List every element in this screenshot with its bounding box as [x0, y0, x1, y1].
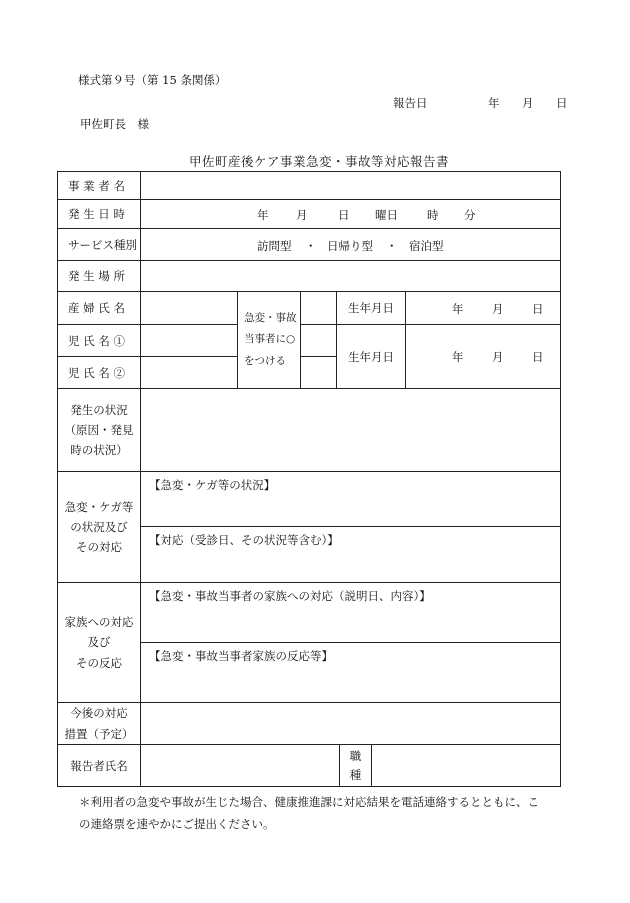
emergency-status-input[interactable]: 【急変・ケガ等の状況】 — [140, 471, 561, 527]
child2-name-label: 児 氏 名 ② — [57, 356, 141, 389]
family-response-input[interactable]: 【急変・事故当事者の家族への対応（説明日、内容）】 — [140, 582, 561, 643]
situation-input[interactable] — [140, 388, 561, 472]
reporter-name-label: 報告者氏名 — [57, 744, 141, 787]
job-type-input[interactable] — [371, 744, 561, 787]
mother-birthdate-label: 生年月日 — [336, 291, 406, 325]
mark-instruction: 急変・事故 当事者に○ をつける — [237, 291, 301, 389]
mark-child1-box[interactable] — [300, 324, 337, 357]
reporter-name-input[interactable] — [140, 744, 340, 787]
mark-child2-box[interactable] — [300, 356, 337, 389]
future-measures-label: 今後の対応 措置（予定） — [57, 702, 141, 745]
report-date-year: 年 — [488, 96, 500, 110]
report-date-month: 月 — [522, 96, 534, 110]
child1-name-label: 児 氏 名 ① — [57, 324, 141, 357]
service-option-stay[interactable]: 宿泊型 — [409, 239, 444, 253]
child1-name-input[interactable] — [140, 324, 238, 357]
emergency-label: 急変・ケガ等 の状況及び その対応 — [57, 471, 141, 583]
occurred-datetime-input[interactable]: 年 月 日 曜日 時 分 — [140, 199, 561, 229]
emergency-response-input[interactable]: 【対応（受診日、その状況等含む）】 — [140, 526, 561, 583]
mother-name-input[interactable] — [140, 291, 238, 325]
addressee: 甲佐町長 様 — [80, 117, 149, 131]
child-birthdate-label: 生年月日 — [336, 324, 406, 389]
service-option-visit[interactable]: 訪問型 — [257, 239, 292, 253]
occurred-datetime-label: 発 生 日 時 — [57, 199, 141, 229]
operator-label: 事 業 者 名 — [57, 171, 141, 200]
family-label: 家族への対応 及び その反応 — [57, 582, 141, 703]
operator-input[interactable] — [140, 171, 561, 200]
job-type-label: 職 種 — [339, 744, 372, 787]
child2-name-input[interactable] — [140, 356, 238, 389]
child-birthdate-input[interactable]: 年 月 日 — [405, 324, 561, 389]
place-input[interactable] — [140, 260, 561, 292]
footnote: ＊利用者の急変や事故が生じた場合、健康推進課に対応結果を電話連絡するとともに、こ の連絡票を速やかにご提出ください。 — [79, 795, 539, 831]
page-title: 甲佐町産後ケア事業急変・事故等対応報告書 — [189, 154, 450, 169]
form-number: 様式第９号（第 15 条関係） — [78, 73, 227, 87]
future-measures-input[interactable] — [140, 702, 561, 745]
mother-name-label: 産 婦 氏 名 — [57, 291, 141, 325]
service-type-options: 訪問型 ・ 日帰り型 ・ 宿泊型 — [140, 228, 561, 261]
report-date-day: 日 — [556, 96, 568, 110]
report-date-label: 報告日 — [393, 96, 428, 110]
situation-label: 発生の状況 （原因・発見 時の状況） — [57, 388, 141, 472]
mark-mother-box[interactable] — [300, 291, 337, 325]
service-type-label: サービス種別 — [57, 228, 141, 261]
place-label: 発 生 場 所 — [57, 260, 141, 292]
family-reaction-input[interactable]: 【急変・事故当事者家族の反応等】 — [140, 642, 561, 703]
service-option-daytrip[interactable]: 日帰り型 — [327, 239, 373, 253]
mother-birthdate-input[interactable]: 年 月 日 — [405, 291, 561, 325]
